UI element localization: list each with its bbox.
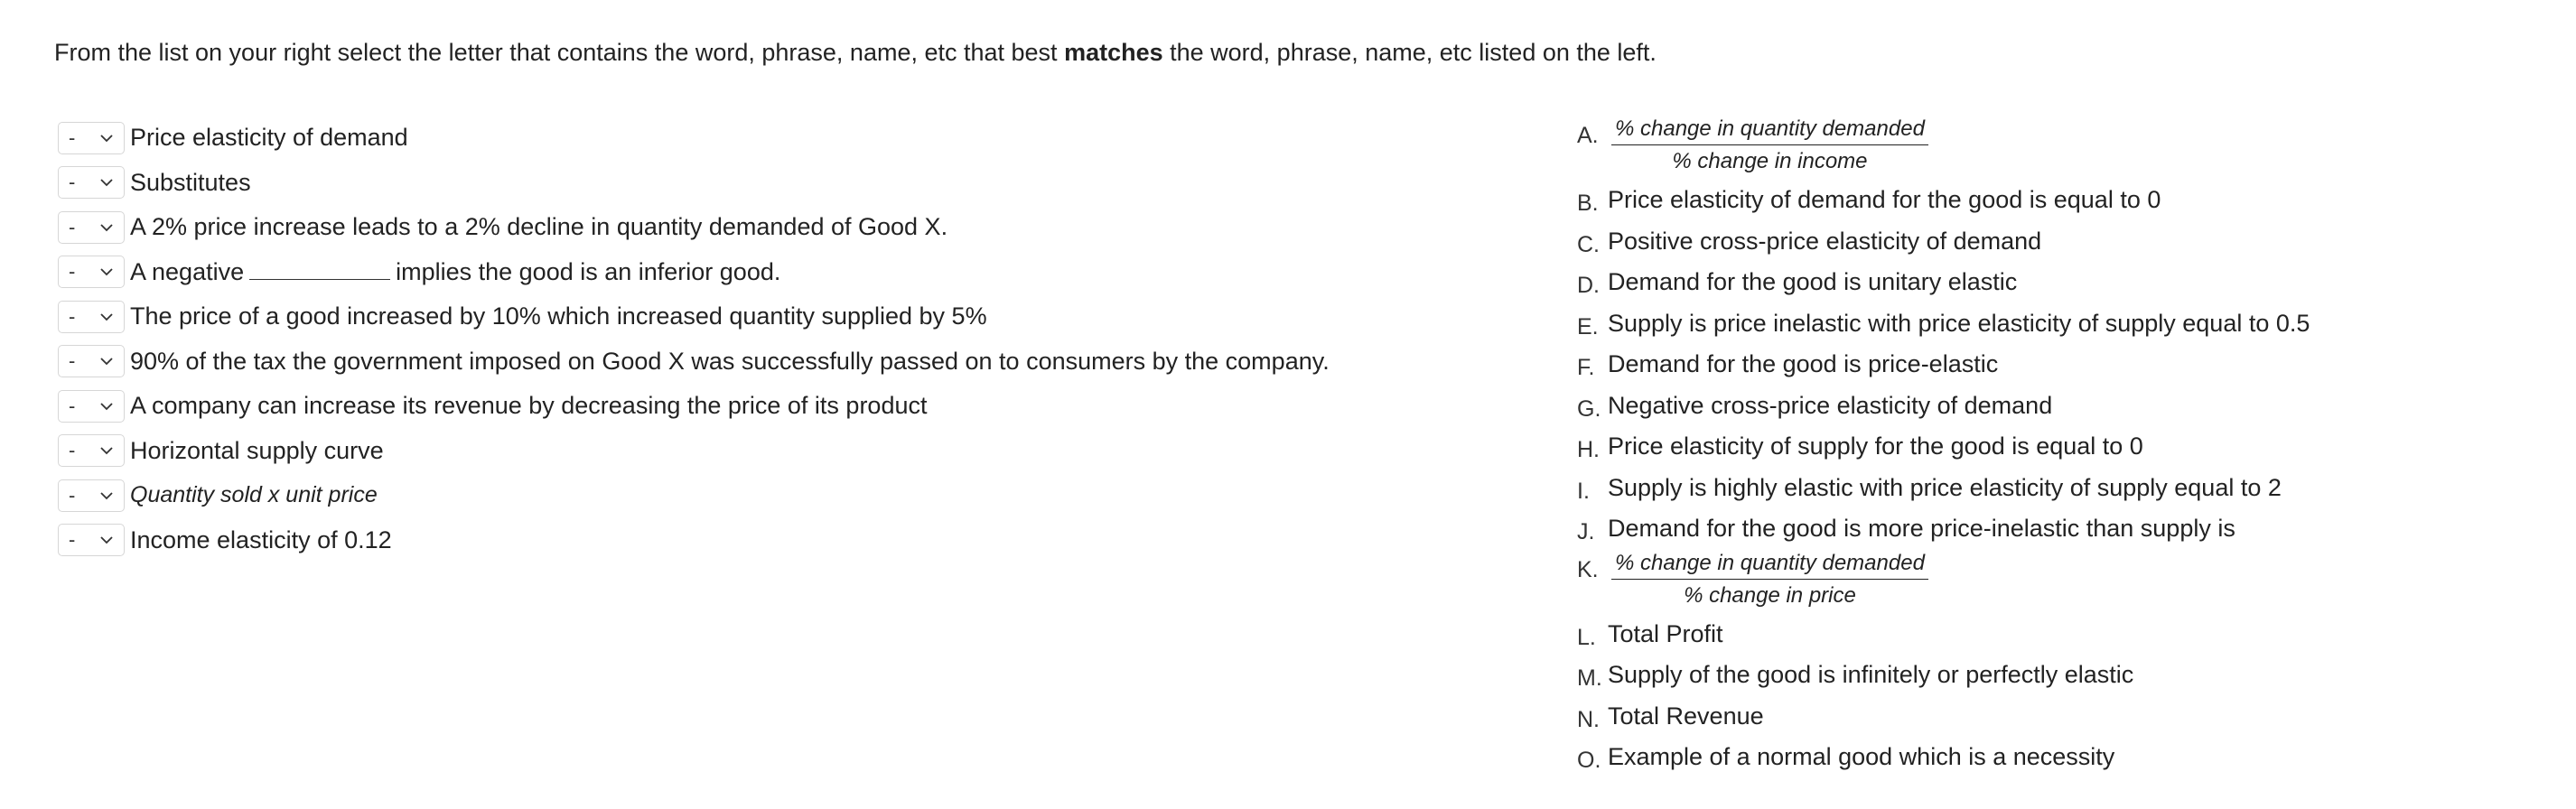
answer-row: [1577, 550, 2310, 614]
answer-select-4[interactable]: [58, 256, 125, 288]
instructions-text: From the list on your right select the letter that contains the word, phrase, name, etc that best: [54, 39, 1065, 66]
select-value: -: [69, 349, 76, 373]
answer-list: [1577, 116, 2310, 778]
answer-select-7[interactable]: [58, 390, 125, 423]
question-list: [58, 116, 1330, 563]
answer-row: [1577, 614, 2310, 656]
question-text: Quantity sold x unit price: [130, 482, 378, 508]
instructions-text-end: the word, phrase, name, etc listed on the left.: [1162, 39, 1657, 66]
answer-row: [1577, 426, 2310, 468]
select-value: -: [69, 171, 76, 194]
question-row: [58, 384, 1330, 429]
chevron-down-icon: [98, 309, 115, 325]
select-value: -: [69, 260, 76, 284]
answer-select-2[interactable]: [58, 166, 125, 199]
question-text: A 2% price increase leads to a 2% decline in quantity demanded of Good X.: [130, 213, 948, 241]
instructions: [54, 36, 1657, 69]
answer-row: [1577, 116, 2310, 180]
answer-text: Supply is price inelastic with price elasticity of supply equal to 0.5: [1608, 309, 2310, 337]
question-text-after: implies the good is an inferior good.: [396, 257, 781, 285]
select-value: -: [69, 126, 76, 149]
answer-row: [1577, 386, 2310, 427]
answer-letter: F.: [1577, 355, 1595, 381]
answer-text: Price elasticity of supply for the good is equal to 0: [1608, 432, 2143, 460]
fraction-denominator: % change in income: [1672, 149, 1868, 173]
chevron-down-icon: [98, 488, 115, 504]
fraction-numerator: % change in quantity demanded: [1611, 550, 1928, 580]
question-text: Substitutes: [130, 168, 251, 196]
answer-text: Total Profit: [1608, 619, 1723, 647]
answer-letter: C.: [1577, 231, 1600, 257]
fraction-denominator: % change in price: [1684, 582, 1856, 608]
answer-letter: H.: [1577, 437, 1600, 463]
question-row: [58, 473, 1330, 518]
answer-select-5[interactable]: [58, 301, 125, 333]
question-row: [58, 294, 1330, 339]
chevron-down-icon: [98, 353, 115, 369]
answer-text: Positive cross-price elasticity of demand: [1608, 227, 2042, 255]
chevron-down-icon: [98, 174, 115, 191]
answer-letter: N.: [1577, 706, 1600, 732]
question-text-before: A negative: [130, 257, 245, 285]
answer-select-10[interactable]: [58, 524, 125, 556]
answer-letter: D.: [1577, 273, 1600, 299]
answer-letter: M.: [1577, 665, 1602, 692]
answer-select-3[interactable]: [58, 211, 125, 244]
answer-select-9[interactable]: [58, 479, 125, 512]
question-row: [58, 250, 1330, 295]
answer-letter: G.: [1577, 395, 1601, 422]
answer-letter: L.: [1577, 624, 1596, 650]
answer-select-8[interactable]: [58, 434, 125, 467]
answer-row: [1577, 344, 2310, 386]
chevron-down-icon: [98, 219, 115, 236]
answer-letter: A.: [1577, 123, 1599, 148]
answer-text: Supply is highly elastic with price elasticity of supply equal to 2: [1608, 473, 2282, 501]
select-value: -: [69, 215, 76, 238]
question-row: [58, 429, 1330, 474]
chevron-down-icon: [98, 264, 115, 280]
question-text: 90% of the tax the government imposed on Good X was successfully passed on to consumers by the company.: [130, 347, 1330, 375]
answer-letter: O.: [1577, 748, 1601, 774]
question-row: [58, 339, 1330, 385]
select-value: -: [69, 483, 76, 507]
answer-text: Negative cross-price elasticity of demand: [1608, 391, 2053, 419]
question-row: [58, 205, 1330, 250]
select-value: -: [69, 439, 76, 462]
answer-select-1[interactable]: [58, 122, 125, 154]
chevron-down-icon: [98, 398, 115, 414]
fraction-numerator: % change in quantity demanded: [1611, 116, 1928, 145]
chevron-down-icon: [98, 532, 115, 548]
question-text: Price elasticity of demand: [130, 124, 408, 152]
fill-in-blank: [249, 259, 390, 280]
question-text: Income elasticity of 0.12: [130, 525, 392, 553]
answer-row: [1577, 221, 2310, 263]
answer-text: Demand for the good is more price-inelastic than supply is: [1608, 515, 2235, 543]
fraction: [1611, 550, 1928, 609]
answer-row: [1577, 508, 2310, 550]
answer-letter: B.: [1577, 191, 1599, 217]
question-row: [58, 518, 1330, 563]
question-text: A company can increase its revenue by decreasing the price of its product: [130, 392, 928, 420]
answer-letter: J.: [1577, 519, 1595, 545]
answer-text: Total Revenue: [1608, 702, 1764, 730]
answer-row: [1577, 696, 2310, 738]
answer-row: [1577, 303, 2310, 345]
answer-letter: I.: [1577, 478, 1590, 504]
answer-text: Price elasticity of demand for the good is equal to 0: [1608, 186, 2161, 214]
answer-text: Demand for the good is unitary elastic: [1608, 268, 2018, 296]
answer-text: Demand for the good is price-elastic: [1608, 350, 1999, 378]
answer-row: [1577, 655, 2310, 696]
answer-text: Example of a normal good which is a necessity: [1608, 743, 2115, 771]
select-value: -: [69, 304, 76, 328]
answer-row: [1577, 180, 2310, 221]
question-text: Horizontal supply curve: [130, 436, 384, 464]
answer-letter: K.: [1577, 556, 1599, 582]
select-value: -: [69, 528, 76, 552]
answer-row: [1577, 468, 2310, 509]
question-row: [58, 161, 1330, 206]
question-row: [58, 116, 1330, 161]
select-value: -: [69, 394, 76, 417]
question-text: [130, 258, 780, 286]
answer-row: [1577, 262, 2310, 303]
fraction: [1611, 116, 1928, 175]
answer-select-6[interactable]: [58, 345, 125, 377]
chevron-down-icon: [98, 130, 115, 146]
answer-text: Supply of the good is infinitely or perfectly elastic: [1608, 661, 2134, 689]
question-text: The price of a good increased by 10% which increased quantity supplied by 5%: [130, 302, 987, 330]
instructions-bold: matches: [1064, 39, 1163, 66]
chevron-down-icon: [98, 442, 115, 459]
answer-row: [1577, 737, 2310, 778]
answer-letter: E.: [1577, 313, 1599, 339]
